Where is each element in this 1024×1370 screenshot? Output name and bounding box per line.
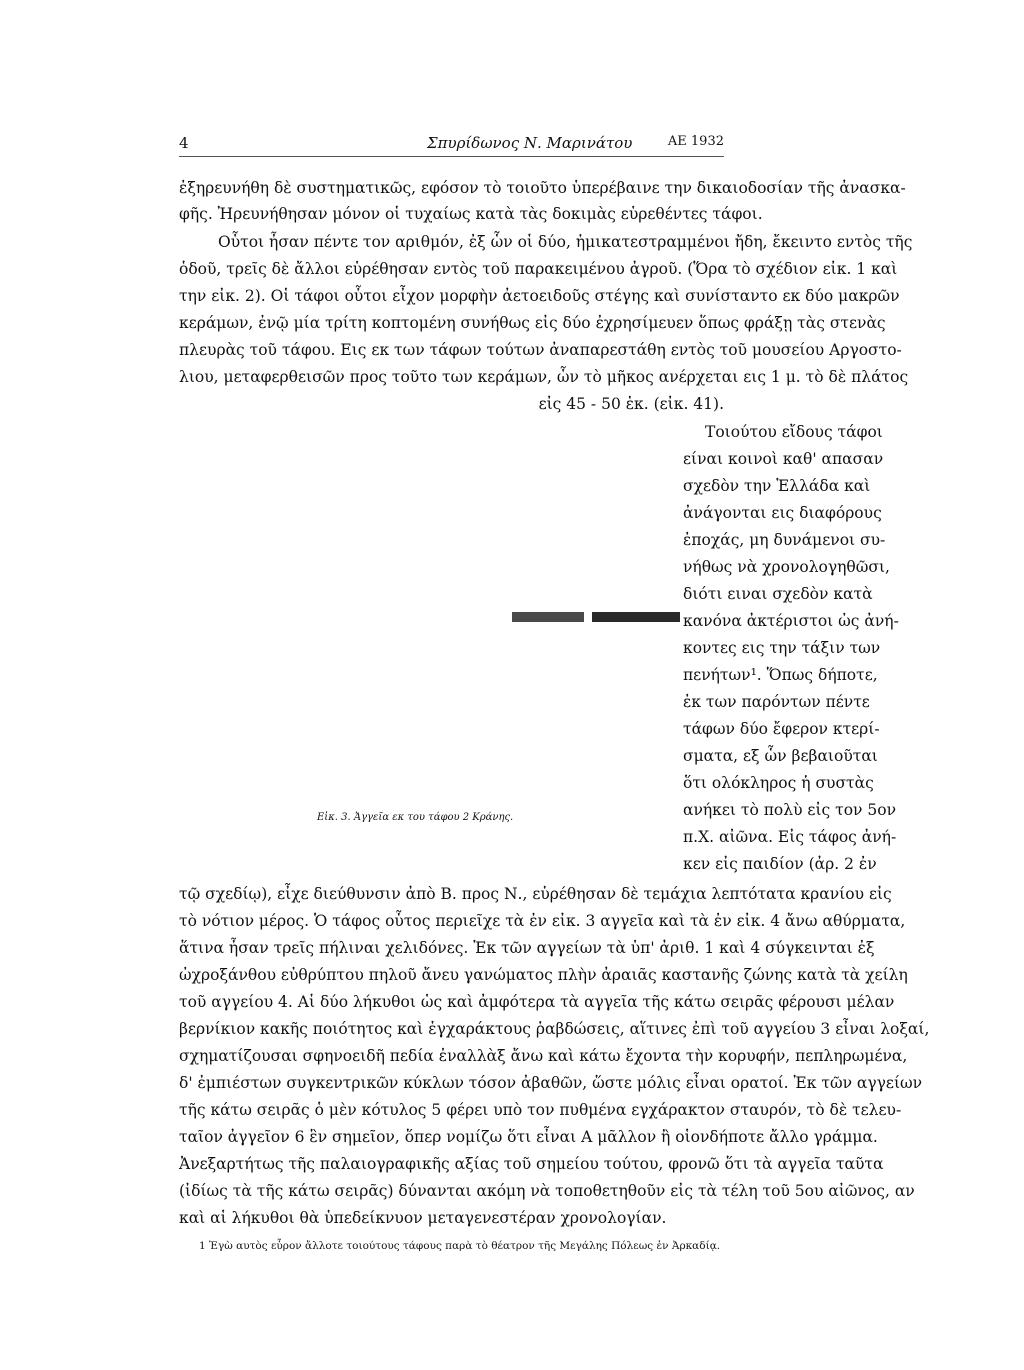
- text-line: ἐξηρευνήθη δὲ συστηματικῶς, εφόσον τὸ τοιοῦτο ὑπερέβαινε την δικαιοδοσίαν τῆς ἀνασκα-: [179, 179, 906, 197]
- text-line: ὠχροξάνθου εὐθρύπτου πηλοῦ ἄνευ γανώματος πλὴν ἀραιᾶς καστανῆς ζώνης κατὰ τὰ χείλη: [179, 966, 908, 984]
- column-line: κοντες εις την τάξιν των: [683, 639, 881, 657]
- header-rule: [179, 156, 724, 157]
- text-line: ἅτινα ἦσαν τρεῖς πήλιναι χελιδόνες. Ἐκ τῶν αγγείων τὰ ὑπ' ἀριθ. 1 καὶ 4 σύγκεινται ἐξ: [179, 939, 875, 957]
- text-line: εἰς 45 - 50 ἑκ. (εἰκ. 41).: [538, 395, 724, 413]
- text-line: ὁδοῦ, τρεῖς δὲ ἄλλοι εὑρέθησαν εντὸς τοῦ παρακειμένου ἀγροῦ. (Ὅρα τὸ σχέδιον εἰκ. 1 καὶ: [179, 260, 898, 278]
- column-line: ὅτι ολόκληρος ἡ συστὰς: [683, 774, 874, 792]
- text-line: λιου, μεταφερθεισῶν προς τοῦτο των κεράμων, ὧν τὸ μῆκος ανέρχεται εις 1 μ. τὸ δὲ πλάτος: [179, 368, 909, 386]
- text-line: ταῖον ἀγγεῖον 6 ἓν σημεῖον, ὅπερ νομίζω ὅτι εἶναι Α μᾶλλον ἢ οἱονδήποτε ἄλλο γράμμα.: [179, 1128, 878, 1146]
- text-line: Ἀνεξαρτήτως τῆς παλαιογραφικῆς αξίας τοῦ σημείου τούτου, φρονῶ ὅτι τὰ αγγεῖα ταῦτα: [179, 1155, 884, 1173]
- text-line: καὶ αἱ λήκυθοι θὰ ὑπεδείκνυον μεταγενεστέραν χρονολογίαν.: [179, 1209, 667, 1227]
- text-line: Οὗτοι ἦσαν πέντε τον αριθμόν, ἐξ ὧν οἱ δύο, ἡμικατεστραμμένοι ἤδη, ἔκειντο εντὸς τῆς: [218, 233, 913, 251]
- column-line: είναι κοινοὶ καθ' απασαν: [683, 450, 884, 468]
- column-line: π.Χ. αἰῶνα. Εἰς τάφος ἀνή-: [683, 828, 897, 846]
- text-line: την εἰκ. 2). Οἱ τάφοι οὗτοι εἶχον μορφὴν ἀετοειδοῦς στέγης καὶ συνίσταντο εκ δύο μακρῶν: [179, 287, 900, 305]
- running-title: Σπυρίδωνος Ν. Μαρινάτου: [427, 134, 633, 152]
- column-line: ἐκ των παρόντων πέντε: [683, 693, 870, 711]
- column-line: ἐποχάς, μη δυνάμενοι συ-: [683, 531, 886, 549]
- running-header: [179, 128, 724, 158]
- text-line: (ἰδίως τὰ τῆς κάτω σειρᾶς) δύνανται ακόμη νὰ τοποθετηθοῦν εἰς τὰ τέλη τοῦ 5ου αἰῶνος, αν: [179, 1182, 915, 1200]
- figure-remnant: [512, 612, 680, 622]
- text-line: φῆς. Ἠρευνήθησαν μόνον οἱ τυχαίως κατὰ τὰς δοκιμὰς εὑρεθέντες τάφοι.: [179, 205, 763, 223]
- text-line: κεράμων, ἐνῷ μία τρίτη κοπτομένη συνήθως εἰς δύο ἐχρησίμευεν ὅπως φράξῃ τὰς στενὰς: [179, 314, 886, 332]
- column-line: νήθως νὰ χρονολογηθῶσι,: [683, 558, 890, 576]
- column-line: σχεδὸν την Ἑλλάδα καὶ: [683, 477, 871, 495]
- text-line: σχηματίζουσαι σφηνοειδῆ πεδία ἐναλλὰξ ἄνω καὶ κάτω ἔχοντα τὴν κορυφήν, πεπληρωμένα,: [179, 1047, 908, 1065]
- column-line: κανόνα ἀκτέριστοι ὡς ἀνή-: [683, 612, 899, 630]
- column-line: κεν εἰς παιδίον (ἀρ. 2 ἐν: [683, 855, 877, 873]
- text-line: δ' ἐμπιέστων συγκεντρικῶν κύκλων τόσον ἀβαθῶν, ὥστε μόλις εἶναι ορατοί. Ἐκ τῶν αγγείων: [179, 1074, 923, 1092]
- text-line: τῷ σχεδίῳ), εἶχε διεύθυνσιν ἀπὸ Β. προς Ν., εὑρέθησαν δὲ τεμάχια λεπτότατα κρανίου εἰς: [179, 885, 892, 903]
- footnote: 1 Ἐγὼ αυτὸς εὗρον ἄλλοτε τοιούτους τάφους παρὰ τὸ θέατρον τῆς Μεγάλης Πόλεως ἐν Ἀρκαδίᾳ.: [199, 1240, 721, 1252]
- column-line: ἀνάγονται εις διαφόρους: [683, 504, 882, 522]
- journal-reference: ΑΕ 1932: [667, 134, 724, 149]
- text-line: τὸ νότιον μέρος. Ὁ τάφος οὗτος περιεῖχε τὰ ἐν εἰκ. 3 αγγεῖα καὶ τὰ ἐν εἰκ. 4 ἄνω αθύρματα,: [179, 912, 906, 930]
- page-number: 4: [179, 134, 189, 152]
- column-line: σματα, εξ ὧν βεβαιοῦται: [683, 747, 878, 765]
- text-line: βερνίκιον κακῆς ποιότητος καὶ ἐγχαράκτους ῥαβδώσεις, αἵτινες ἐπὶ τοῦ αγγείου 3 εἶναι λοξαί,: [179, 1020, 930, 1038]
- column-line: τάφων δύο ἔφερον κτερί-: [683, 720, 880, 738]
- column-line: διότι ειναι σχεδὸν κατὰ: [683, 585, 873, 603]
- column-line: ανήκει τὸ πολὺ εἰς τον 5ον: [683, 801, 897, 819]
- text-line: τῆς κάτω σειρᾶς ὁ μὲν κότυλος 5 φέρει υπὸ τον πυθμένα εγχάρακτον σταυρόν, τὸ δὲ τελευ-: [179, 1101, 902, 1119]
- text-line: τοῦ αγγείου 4. Αἱ δύο λήκυθοι ὡς καὶ ἀμφότερα τὰ αγγεῖα τῆς κάτω σειρᾶς φέρουσι μέλαν: [179, 993, 895, 1011]
- text-line: πλευρὰς τοῦ τάφου. Εις εκ των τάφων τούτων ἀναπαρεστάθη εντὸς τοῦ μουσείου Αργοστο-: [179, 341, 902, 359]
- figure-caption: Εἰκ. 3. Ἀγγεῖα εκ του τάφου 2 Κράνης.: [317, 812, 514, 823]
- column-line: πενήτων¹. Ὅπως δήποτε,: [683, 666, 878, 684]
- column-line: Τοιούτου εἴδους τάφοι: [705, 423, 883, 441]
